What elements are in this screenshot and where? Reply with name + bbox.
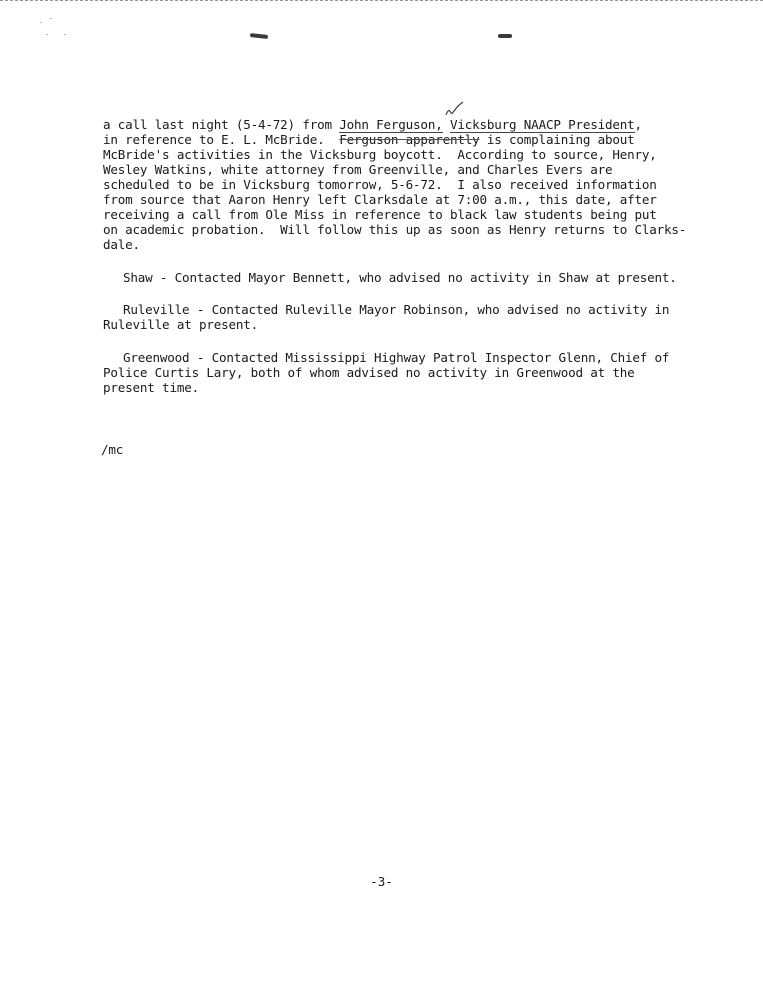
text-line: from source that Aaron Henry left Clarksdale at 7:00 a.m., this date, after (103, 192, 657, 207)
text-run (443, 117, 450, 132)
page-top-edge (0, 0, 763, 3)
text-line: present time. (103, 380, 199, 395)
text-line: receiving a call from Ole Miss in reference to black law students being put (103, 207, 657, 222)
punch-hole-mark-right (498, 34, 512, 38)
paragraph-greenwood (103, 350, 703, 395)
text-line (103, 132, 703, 147)
text-line: Police Curtis Lary, both of whom advised no activity in Greenwood at the (103, 365, 635, 380)
underlined-name: John Ferguson, (339, 117, 443, 132)
page-number: -3- (370, 874, 393, 889)
scan-specks (38, 18, 78, 42)
text-line: Ruleville at present. (103, 317, 259, 332)
text-run: a call last night (5-4-72) from (103, 117, 340, 132)
punch-hole-mark-left (250, 33, 268, 39)
underlined-title: Vicksburg NAACP President (449, 117, 635, 132)
text-run: , (634, 117, 642, 132)
typist-initials: /mc (101, 442, 124, 457)
text-line: Wesley Watkins, white attorney from Greenville, and Charles Evers are (103, 162, 613, 177)
text-line: Greenwood - Contacted Mississippi Highway Patrol Inspector Glenn, Chief of (123, 350, 670, 365)
text-line: McBride's activities in the Vicksburg boycott. According to source, Henry, (103, 147, 657, 162)
text-line: dale. (103, 237, 140, 252)
memo-body (103, 117, 703, 395)
text-line: Ruleville - Contacted Ruleville Mayor Robinson, who advised no activity in (123, 302, 670, 317)
paragraph-vicksburg (103, 117, 703, 252)
text-run: is complaining about (479, 132, 635, 147)
text-line: Shaw - Contacted Mayor Bennett, who advised no activity in Shaw at present. (123, 270, 677, 285)
paragraph-shaw (103, 270, 703, 285)
text-line: on academic probation. Will follow this up as soon as Henry returns to Clarks- (103, 222, 687, 237)
text-line: scheduled to be in Vicksburg tomorrow, 5-6-72. I also received information (103, 177, 657, 192)
text-line (103, 117, 703, 132)
text-run: in reference to E. L. McBride. (103, 132, 340, 147)
struck-text: Ferguson apparently (339, 132, 480, 147)
paragraph-ruleville (103, 302, 703, 332)
